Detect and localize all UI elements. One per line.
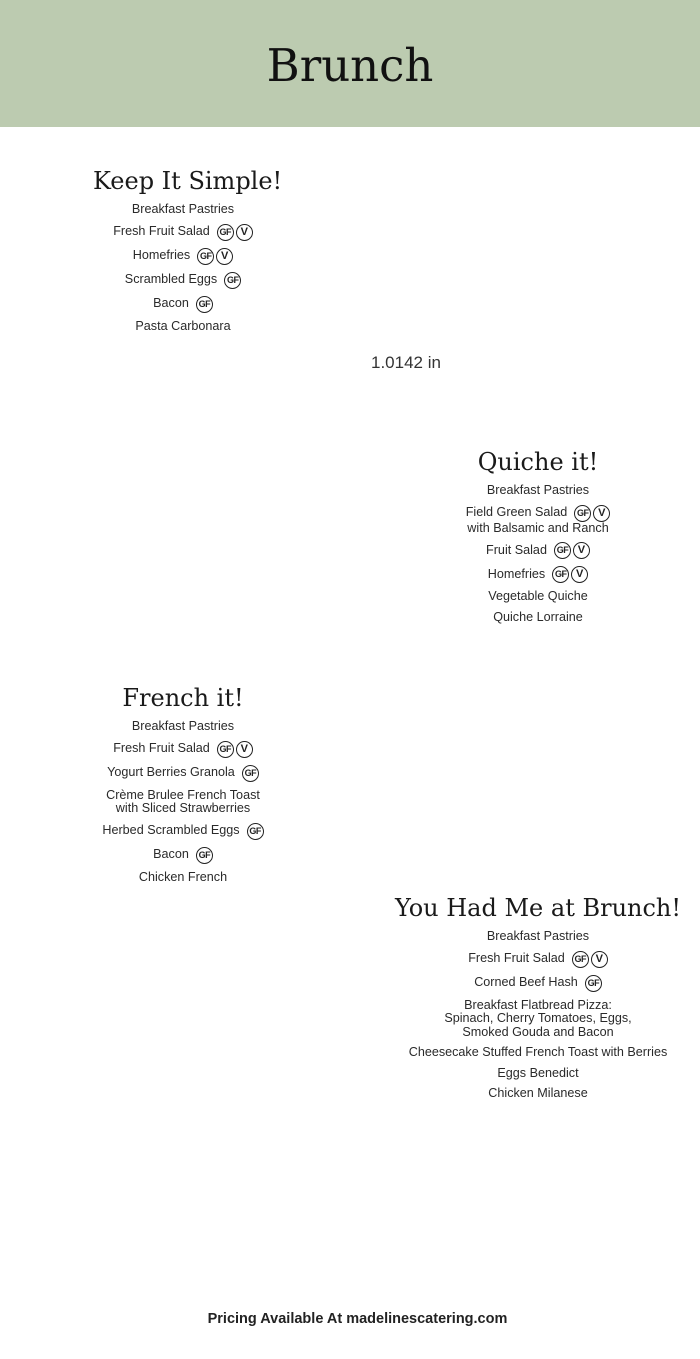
gluten-free-badge-icon: GF <box>554 542 571 559</box>
menu-item-line <box>113 741 253 758</box>
vegetarian-badge-icon: V <box>593 505 610 522</box>
menu-item-line <box>487 930 589 944</box>
menu-item-label: Vegetable Quiche <box>488 589 588 603</box>
menu-item-label: Fresh Fruit Salad <box>113 741 210 756</box>
menu-section-french-it <box>93 683 273 891</box>
menu-item-quiche-lorraine <box>440 611 636 625</box>
vegetarian-badge-icon: V <box>573 542 590 559</box>
menu-item-label: Fruit Salad <box>486 542 547 557</box>
menu-item-breakfast-pastries <box>93 203 273 217</box>
menu-item-line <box>135 320 230 334</box>
vegetarian-badge-icon: V <box>591 951 608 968</box>
menu-section-keep-it-simple <box>93 166 283 340</box>
menu-item-label: Corned Beef Hash <box>474 975 578 990</box>
menu-section-you-had-me-at-brunch <box>390 893 686 1108</box>
menu-item-label: Bacon <box>153 847 189 862</box>
vegetarian-badge-icon: V <box>216 248 233 265</box>
menu-item-bacon <box>93 847 273 864</box>
gluten-free-badge-icon: GF <box>197 248 214 265</box>
vegetarian-badge-icon: V <box>236 741 253 758</box>
gluten-free-badge-icon: GF <box>196 296 213 313</box>
gluten-free-badge-icon: GF <box>224 272 241 289</box>
menu-item-label: Yogurt Berries Granola <box>107 765 235 780</box>
menu-item-label: Field Green Salad <box>465 505 568 520</box>
menu-item-subline: with Balsamic and Ranch <box>467 520 609 535</box>
menu-item-line <box>132 720 234 734</box>
menu-item-label: Homefries <box>132 248 191 263</box>
menu-item-fruit-salad <box>440 542 636 559</box>
menu-item-subline: with Sliced Strawberries <box>115 801 251 815</box>
menu-item-fresh-fruit-salad <box>93 224 273 241</box>
menu-item-chicken-french <box>93 871 273 885</box>
menu-item-fresh-fruit-salad <box>390 951 686 968</box>
menu-item-homefries <box>93 248 273 265</box>
menu-item-breakfast-pastries <box>390 930 686 944</box>
gluten-free-badge-icon: GF <box>196 847 213 864</box>
menu-item-line <box>488 566 588 583</box>
menu-item-line <box>487 484 589 498</box>
gluten-free-badge-icon: GF <box>572 951 589 968</box>
gluten-free-badge-icon: GF <box>247 823 264 840</box>
menu-item-subline: Smoked Gouda and Bacon <box>462 1024 614 1039</box>
menu-item-line <box>106 789 260 803</box>
menu-item-field-green-salad <box>440 505 636 536</box>
item-list <box>440 484 636 624</box>
menu-item-scrambled-eggs <box>93 272 273 289</box>
menu-item-yogurt-berries-granola <box>93 765 273 782</box>
menu-item-line <box>132 203 234 217</box>
menu-item-label: Breakfast Pastries <box>486 929 590 943</box>
section-title: Keep It Simple! <box>93 167 283 195</box>
menu-item-breakfast-pastries <box>93 720 273 734</box>
page-title: Brunch <box>266 39 434 92</box>
menu-section-quiche-it <box>440 447 636 631</box>
menu-item-line <box>409 1046 668 1060</box>
menu-item-herbed-scrambled-eggs <box>93 823 273 840</box>
menu-item-line <box>486 542 590 559</box>
section-title: French it! <box>122 684 244 712</box>
gluten-free-badge-icon: GF <box>242 765 259 782</box>
menu-item-label: Chicken Milanese <box>488 1086 588 1100</box>
menu-item-label: Breakfast Pastries <box>131 719 235 733</box>
section-title: Quiche it! <box>477 448 599 476</box>
vegetarian-badge-icon: V <box>236 224 253 241</box>
menu-item-label: Scrambled Eggs <box>124 272 218 287</box>
menu-item-chicken-milanese <box>390 1087 686 1101</box>
menu-item-label: Homefries <box>487 566 546 581</box>
menu-item-breakfast-pastries <box>440 484 636 498</box>
gluten-free-badge-icon: GF <box>217 741 234 758</box>
menu-item-vegetable-quiche <box>440 590 636 604</box>
menu-item-line <box>464 999 612 1013</box>
menu-item-label: Pasta Carbonara <box>135 318 231 333</box>
gluten-free-badge-icon: GF <box>217 224 234 241</box>
item-list <box>93 720 273 884</box>
menu-item-line <box>125 272 241 289</box>
menu-item-label: Herbed Scrambled Eggs <box>102 823 240 838</box>
menu-item-line <box>107 765 259 782</box>
menu-item-line <box>468 951 608 968</box>
item-list <box>390 930 686 1101</box>
menu-item-label: Chicken French <box>138 869 228 884</box>
menu-item-line <box>139 871 227 885</box>
vegetarian-badge-icon: V <box>571 566 588 583</box>
menu-item-fresh-fruit-salad <box>93 741 273 758</box>
menu-item-subline: Spinach, Cherry Tomatoes, Eggs, <box>444 1011 632 1025</box>
menu-item-label: Breakfast Pastries <box>131 202 235 216</box>
menu-item-label: Fresh Fruit Salad <box>468 951 565 966</box>
gluten-free-badge-icon: GF <box>552 566 569 583</box>
menu-item-label: Crème Brulee French Toast <box>106 787 260 802</box>
menu-item-label: Breakfast Pastries <box>486 483 590 497</box>
gluten-free-badge-icon: GF <box>574 505 591 522</box>
menu-item-breakfast-flatbread-pizza <box>390 999 686 1040</box>
menu-item-label: Quiche Lorraine <box>493 609 583 624</box>
menu-item-bacon <box>93 296 273 313</box>
menu-item-line <box>493 611 583 625</box>
menu-item-label: Fresh Fruit Salad <box>113 224 210 239</box>
menu-item-line <box>153 296 213 313</box>
menu-item-line <box>133 248 233 265</box>
menu-item-label: Breakfast Flatbread Pizza: <box>464 997 612 1012</box>
item-list <box>93 203 273 333</box>
menu-item-cheesecake-stuffed-french-toast-with-berries <box>390 1046 686 1060</box>
menu-item-line <box>488 590 587 604</box>
menu-item-label: Cheesecake Stuffed French Toast with Berries <box>408 1045 668 1059</box>
menu-item-label: Bacon <box>153 296 189 311</box>
section-title: You Had Me at Brunch! <box>394 894 682 922</box>
menu-item-line <box>113 224 253 241</box>
menu-item-corned-beef-hash <box>390 975 686 992</box>
measurement-label: 1.0142 in <box>371 353 441 372</box>
menu-item-line <box>153 847 213 864</box>
menu-item-cr-me-brulee-french-toast <box>93 789 273 816</box>
footer-pricing-text: Pricing Available At madelinescatering.com <box>207 1311 508 1327</box>
menu-item-homefries <box>440 566 636 583</box>
menu-item-line <box>497 1067 578 1081</box>
menu-item-pasta-carbonara <box>93 320 273 334</box>
menu-item-line <box>466 505 611 522</box>
gluten-free-badge-icon: GF <box>585 975 602 992</box>
menu-item-line <box>474 975 602 992</box>
menu-item-line <box>488 1087 587 1101</box>
menu-item-eggs-benedict <box>390 1067 686 1081</box>
menu-item-label: Eggs Benedict <box>497 1065 579 1080</box>
menu-item-line <box>102 823 263 840</box>
